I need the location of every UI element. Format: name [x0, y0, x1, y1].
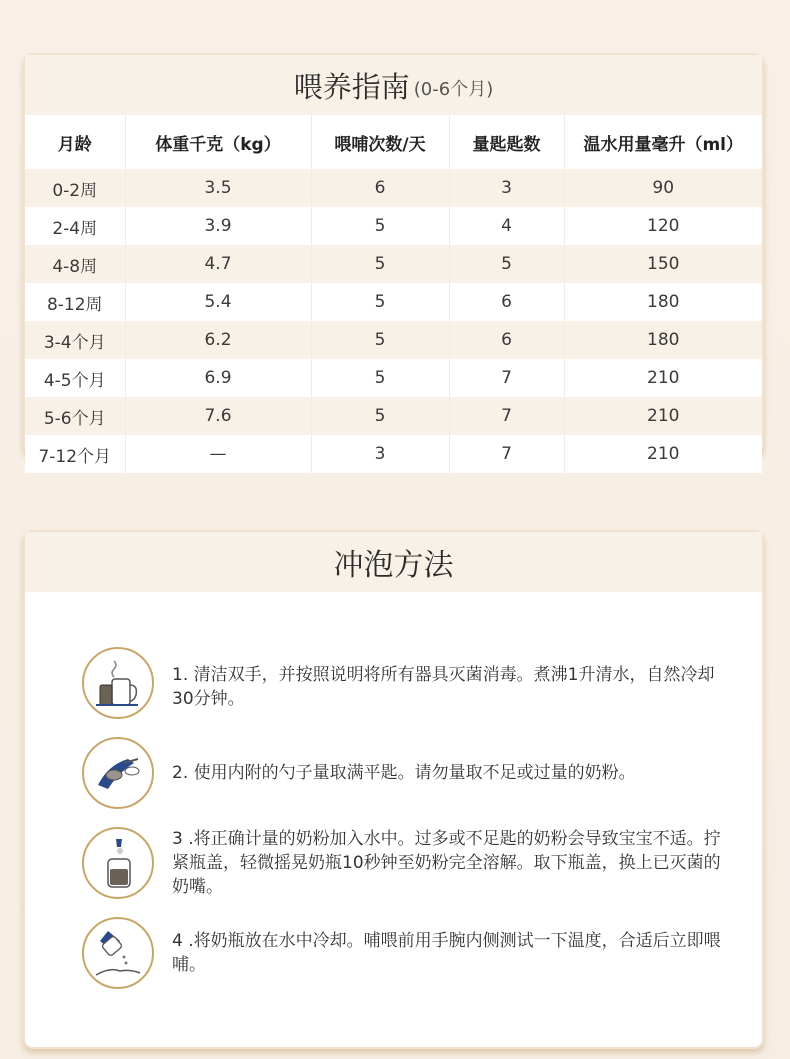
cell-scoops: 7 — [449, 397, 564, 435]
feeding-guide-table — [25, 115, 762, 473]
cell-weight: 4.7 — [125, 245, 311, 283]
cell-age: 5-6个月 — [25, 397, 125, 435]
cell-water: 150 — [564, 245, 762, 283]
header-weight: 体重千克（kg） — [125, 115, 311, 169]
feeding-guide-card — [23, 53, 764, 467]
step-4-text: 4 .将奶瓶放在水中冷却。哺喂前用手腕内侧测试一下温度，合适后立即喂哺。 — [172, 931, 721, 975]
table-row — [25, 245, 762, 283]
step-1-text: 1. 清洁双手，并按照说明将所有器具灭菌消毒。煮沸1升清水，自然冷却30分钟。 — [172, 665, 715, 709]
cell-age: 8-12周 — [25, 283, 125, 321]
header-feeds-per-day: 喂哺次数/天 — [311, 115, 449, 169]
cell-water: 120 — [564, 207, 762, 245]
cell-water: 90 — [564, 169, 762, 207]
header-age: 月龄 — [25, 115, 125, 169]
table-row — [25, 169, 762, 207]
cell-scoops: 5 — [449, 245, 564, 283]
cell-feeds: 6 — [311, 169, 449, 207]
table-row — [25, 359, 762, 397]
cell-weight: 6.2 — [125, 321, 311, 359]
step-4 — [82, 917, 742, 989]
cell-water: 210 — [564, 397, 762, 435]
cell-feeds: 5 — [311, 321, 449, 359]
cell-age: 0-2周 — [25, 169, 125, 207]
table-row — [25, 321, 762, 359]
cell-feeds: 5 — [311, 245, 449, 283]
table-row — [25, 207, 762, 245]
cell-weight: 3.9 — [125, 207, 311, 245]
preparation-method-header — [25, 532, 762, 592]
scoop-icon — [82, 737, 154, 809]
cell-age: 4-8周 — [25, 245, 125, 283]
cell-weight: — — [125, 435, 311, 473]
cell-age: 3-4个月 — [25, 321, 125, 359]
table-row — [25, 283, 762, 321]
table-header-row — [25, 115, 762, 169]
table-row — [25, 435, 762, 473]
table-row — [25, 397, 762, 435]
feeding-guide-subtitle: (0-6个月) — [413, 79, 494, 100]
step-1 — [82, 647, 742, 719]
cell-scoops: 6 — [449, 283, 564, 321]
cell-age: 4-5个月 — [25, 359, 125, 397]
preparation-method-card — [23, 530, 764, 1049]
header-scoops: 量匙匙数 — [449, 115, 564, 169]
step-2-text: 2. 使用内附的勺子量取满平匙。请勿量取不足或过量的奶粉。 — [172, 763, 636, 783]
cell-scoops: 3 — [449, 169, 564, 207]
step-3-text: 3 .将正确计量的奶粉加入水中。过多或不足匙的奶粉会导致宝宝不适。拧紧瓶盖，轻微摇晃奶瓶10秒钟至奶粉完全溶解。取下瓶盖，换上已灭菌的奶嘴。 — [172, 829, 721, 897]
cell-weight: 5.4 — [125, 283, 311, 321]
feeding-guide-header — [25, 55, 762, 115]
cell-scoops: 4 — [449, 207, 564, 245]
feeding-guide-title: 喂养指南 — [293, 69, 410, 104]
cell-feeds: 5 — [311, 207, 449, 245]
wrist-test-icon — [82, 917, 154, 989]
cell-weight: 7.6 — [125, 397, 311, 435]
cell-feeds: 5 — [311, 359, 449, 397]
cell-weight: 3.5 — [125, 169, 311, 207]
cell-feeds: 5 — [311, 397, 449, 435]
cell-water: 180 — [564, 283, 762, 321]
cell-feeds: 5 — [311, 283, 449, 321]
cell-water: 180 — [564, 321, 762, 359]
preparation-method-title: 冲泡方法 — [333, 548, 454, 583]
cell-scoops: 7 — [449, 359, 564, 397]
cell-water: 210 — [564, 359, 762, 397]
cell-scoops: 6 — [449, 321, 564, 359]
header-water-ml: 温水用量毫升（ml） — [564, 115, 762, 169]
cell-age: 2-4周 — [25, 207, 125, 245]
cell-age: 7-12个月 — [25, 435, 125, 473]
kettle-icon — [82, 647, 154, 719]
cell-scoops: 7 — [449, 435, 564, 473]
step-2 — [82, 737, 742, 809]
cell-weight: 6.9 — [125, 359, 311, 397]
step-3 — [82, 827, 742, 899]
cell-feeds: 3 — [311, 435, 449, 473]
cell-water: 210 — [564, 435, 762, 473]
bottle-fill-icon — [82, 827, 154, 899]
